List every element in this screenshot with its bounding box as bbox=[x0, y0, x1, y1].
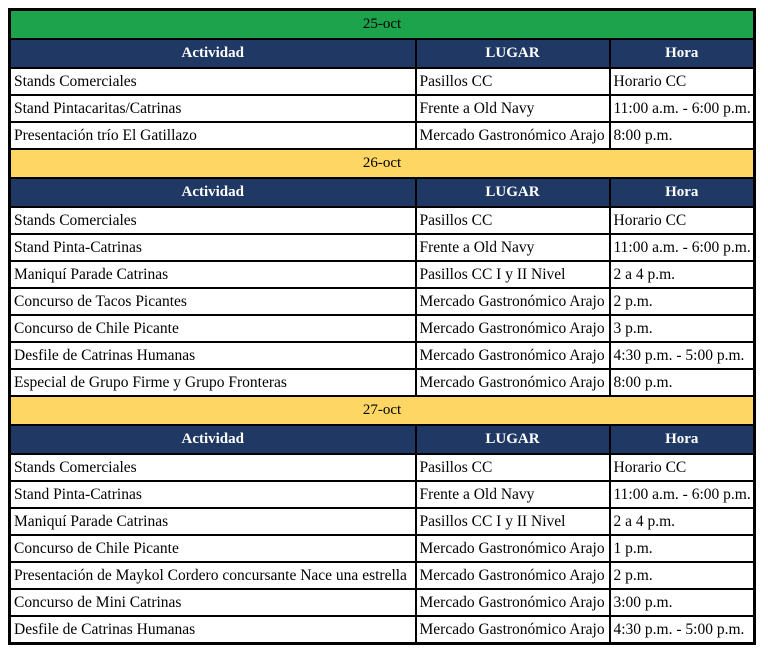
table-row bbox=[10, 261, 755, 288]
column-header-lugar: LUGAR bbox=[416, 178, 610, 207]
activity-cell: Presentación trío El Gatillazo bbox=[10, 122, 416, 149]
location-cell: Mercado Gastronómico Arajo bbox=[416, 369, 610, 396]
time-cell: Horario CC bbox=[610, 454, 755, 481]
activity-cell: Concurso de Mini Catrinas bbox=[10, 589, 416, 616]
location-cell: Frente a Old Navy bbox=[416, 234, 610, 261]
time-cell: 8:00 p.m. bbox=[610, 122, 755, 149]
column-header-hora: Hora bbox=[610, 425, 755, 454]
location-cell: Mercado Gastronómico Arajo bbox=[416, 562, 610, 589]
date-band-label: 26-oct bbox=[10, 149, 755, 178]
location-cell: Pasillos CC I y II Nivel bbox=[416, 261, 610, 288]
activity-cell: Especial de Grupo Firme y Grupo Fronteras bbox=[10, 369, 416, 396]
location-cell: Frente a Old Navy bbox=[416, 95, 610, 122]
location-cell: Mercado Gastronómico Arajo bbox=[416, 616, 610, 644]
location-cell: Frente a Old Navy bbox=[416, 481, 610, 508]
column-header-actividad: Actividad bbox=[10, 39, 416, 68]
time-cell: 11:00 a.m. - 6:00 p.m. bbox=[610, 95, 755, 122]
time-cell: 2 p.m. bbox=[610, 562, 755, 589]
date-band-row bbox=[10, 10, 755, 40]
activity-cell: Stand Pinta-Catrinas bbox=[10, 481, 416, 508]
activity-cell: Stand Pinta-Catrinas bbox=[10, 234, 416, 261]
time-cell: 4:30 p.m. - 5:00 p.m. bbox=[610, 616, 755, 644]
table-row bbox=[10, 68, 755, 95]
location-cell: Mercado Gastronómico Arajo bbox=[416, 122, 610, 149]
date-band-row bbox=[10, 149, 755, 178]
location-cell: Pasillos CC bbox=[416, 68, 610, 95]
column-header-lugar: LUGAR bbox=[416, 425, 610, 454]
time-cell: Horario CC bbox=[610, 207, 755, 234]
activity-cell: Maniquí Parade Catrinas bbox=[10, 261, 416, 288]
activity-cell: Stand Pintacaritas/Catrinas bbox=[10, 95, 416, 122]
time-cell: 11:00 a.m. - 6:00 p.m. bbox=[610, 481, 755, 508]
column-header-hora: Hora bbox=[610, 178, 755, 207]
table-row bbox=[10, 508, 755, 535]
activity-cell: Concurso de Chile Picante bbox=[10, 315, 416, 342]
date-band-row bbox=[10, 396, 755, 425]
table-row bbox=[10, 369, 755, 396]
column-header-row bbox=[10, 39, 755, 68]
activity-cell: Concurso de Tacos Picantes bbox=[10, 288, 416, 315]
time-cell: 3 p.m. bbox=[610, 315, 755, 342]
location-cell: Pasillos CC I y II Nivel bbox=[416, 508, 610, 535]
time-cell: 1 p.m. bbox=[610, 535, 755, 562]
column-header-actividad: Actividad bbox=[10, 425, 416, 454]
location-cell: Mercado Gastronómico Arajo bbox=[416, 535, 610, 562]
column-header-row bbox=[10, 178, 755, 207]
table-row bbox=[10, 122, 755, 149]
time-cell: 2 p.m. bbox=[610, 288, 755, 315]
activity-cell: Stands Comerciales bbox=[10, 207, 416, 234]
table-row bbox=[10, 454, 755, 481]
activity-cell: Desfile de Catrinas Humanas bbox=[10, 342, 416, 369]
time-cell: 2 a 4 p.m. bbox=[610, 261, 755, 288]
time-cell: 2 a 4 p.m. bbox=[610, 508, 755, 535]
time-cell: 8:00 p.m. bbox=[610, 369, 755, 396]
activity-cell: Stands Comerciales bbox=[10, 68, 416, 95]
location-cell: Mercado Gastronómico Arajo bbox=[416, 288, 610, 315]
column-header-lugar: LUGAR bbox=[416, 39, 610, 68]
activity-cell: Maniquí Parade Catrinas bbox=[10, 508, 416, 535]
table-row bbox=[10, 234, 755, 261]
table-row bbox=[10, 95, 755, 122]
table-row bbox=[10, 207, 755, 234]
location-cell: Pasillos CC bbox=[416, 454, 610, 481]
schedule-table bbox=[8, 8, 756, 645]
column-header-actividad: Actividad bbox=[10, 178, 416, 207]
location-cell: Mercado Gastronómico Arajo bbox=[416, 315, 610, 342]
time-cell: 4:30 p.m. - 5:00 p.m. bbox=[610, 342, 755, 369]
table-row bbox=[10, 589, 755, 616]
location-cell: Pasillos CC bbox=[416, 207, 610, 234]
activity-cell: Desfile de Catrinas Humanas bbox=[10, 616, 416, 644]
schedule-table-body bbox=[10, 10, 755, 644]
time-cell: Horario CC bbox=[610, 68, 755, 95]
time-cell: 3:00 p.m. bbox=[610, 589, 755, 616]
table-row bbox=[10, 342, 755, 369]
table-row bbox=[10, 562, 755, 589]
date-band-label: 27-oct bbox=[10, 396, 755, 425]
activity-cell: Concurso de Chile Picante bbox=[10, 535, 416, 562]
table-row bbox=[10, 315, 755, 342]
table-row bbox=[10, 535, 755, 562]
column-header-hora: Hora bbox=[610, 39, 755, 68]
location-cell: Mercado Gastronómico Arajo bbox=[416, 342, 610, 369]
table-row bbox=[10, 481, 755, 508]
table-row bbox=[10, 616, 755, 644]
date-band-label: 25-oct bbox=[10, 10, 755, 40]
activity-cell: Stands Comerciales bbox=[10, 454, 416, 481]
time-cell: 11:00 a.m. - 6:00 p.m. bbox=[610, 234, 755, 261]
location-cell: Mercado Gastronómico Arajo bbox=[416, 589, 610, 616]
column-header-row bbox=[10, 425, 755, 454]
table-row bbox=[10, 288, 755, 315]
activity-cell: Presentación de Maykol Cordero concursante Nace una estrella bbox=[10, 562, 416, 589]
